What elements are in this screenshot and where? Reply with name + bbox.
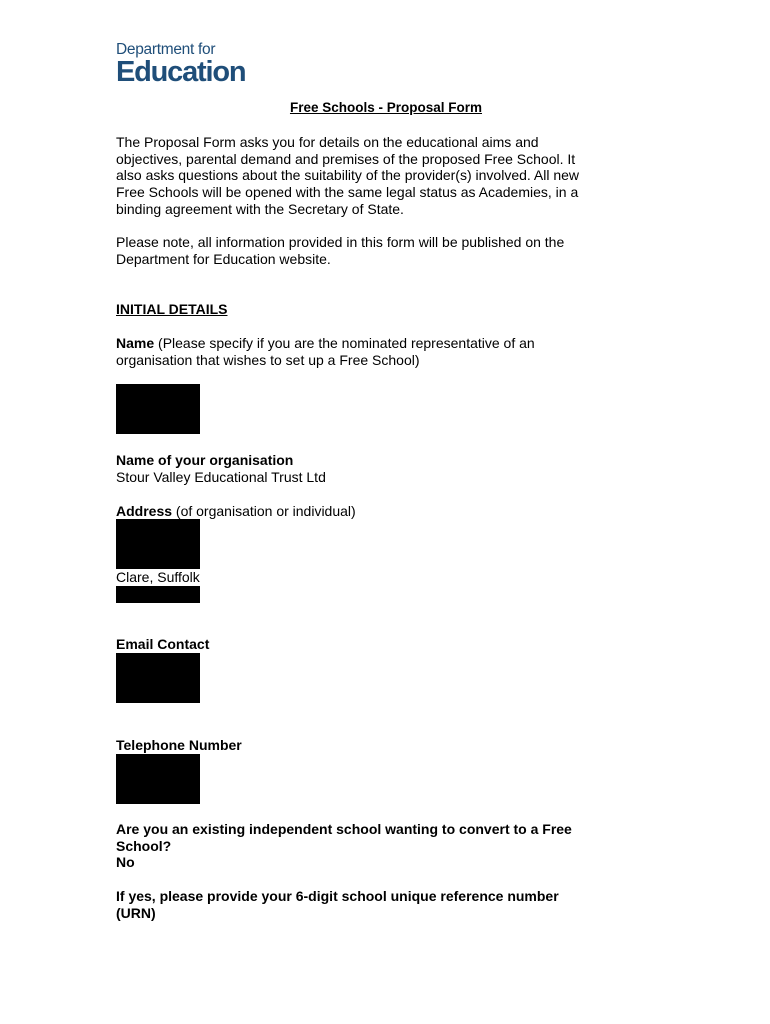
form-title: Free Schools - Proposal Form [289,100,483,115]
section-heading-initial-details: INITIAL DETAILS [116,301,228,317]
logo-line-1: Department for [116,41,216,58]
independent-answer: No [116,854,135,871]
redacted-email-block [116,653,200,703]
redacted-telephone-block [116,754,200,804]
independent-school-question [116,821,572,871]
address-question [116,503,356,520]
intro-line: Free Schools will be opened with the same legal status as Academies, in a [116,184,579,201]
organisation-question [116,452,326,485]
logo-line-2: Education [116,56,246,88]
redacted-address-block [116,519,200,569]
independent-question-line-2: School? [116,837,172,854]
redacted-name-block [116,384,200,434]
urn-question [116,888,559,921]
intro-line: The Proposal Form asks you for details on the educational aims and [116,134,539,150]
address-town: Clare, Suffolk [116,569,200,585]
note-line: Department for Education website. [116,250,331,267]
organisation-value: Stour Valley Educational Trust Ltd [116,468,326,485]
independent-question-line-1: Are you an existing independent school wanting to convert to a Free [116,821,572,837]
intro-paragraph [116,134,579,218]
note-paragraph [116,234,564,267]
intro-line: objectives, parental demand and premises of the proposed Free School. It [116,150,576,167]
dfe-logo [116,42,245,86]
redacted-postcode-block [116,586,200,603]
name-hint-line-2: organisation that wishes to set up a Free School) [116,351,420,368]
name-label: Name [116,335,155,351]
address-hint: (of organisation or individual) [172,503,356,519]
urn-question-line-1: If yes, please provide your 6-digit school unique reference number [116,888,559,904]
intro-line: also asks questions about the suitability of the provider(s) involved. All new [116,167,580,184]
address-label: Address [116,503,173,519]
email-label: Email Contact [116,636,210,652]
note-line: Please note, all information provided in this form will be published on the [116,234,565,250]
name-hint: (Please specify if you are the nominated representative of an [154,335,535,351]
intro-line: binding agreement with the Secretary of State. [116,200,404,217]
name-question [116,335,535,368]
urn-question-line-2: (URN) [116,904,156,921]
organisation-label: Name of your organisation [116,452,294,468]
telephone-label: Telephone Number [116,737,242,753]
